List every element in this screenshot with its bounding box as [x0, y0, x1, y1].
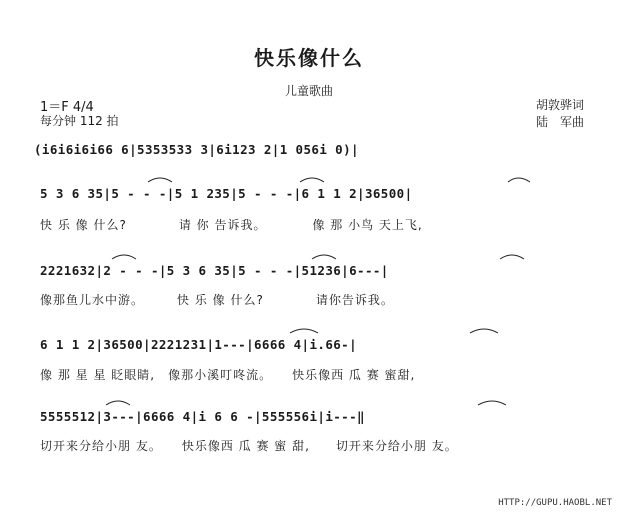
- composer-credit: 陆 军曲: [536, 115, 585, 129]
- lyrics-line-2: 像那鱼儿水中游。 快 乐 像 什么? 请你告诉我。: [40, 293, 394, 307]
- song-subtitle: 儿童歌曲: [284, 84, 333, 98]
- slur-arc: [312, 255, 336, 259]
- slur-arc: [300, 178, 324, 182]
- slur-arc: [500, 255, 524, 259]
- notation-line-4: 5555512|3---|6666 4|i 6 6 -|555556i|i---‖: [40, 409, 365, 424]
- song-title: 快乐像什么: [254, 46, 364, 70]
- notation-line-3: 6 1 1 2|36500|2221231|1---|6666 4|i.66-|: [40, 337, 358, 352]
- slur-arc: [148, 178, 172, 182]
- lyricist-credit: 胡敦骅词: [536, 98, 585, 112]
- notation-line-2: 2221632|2 - - -|5 3 6 35|5 - - -|51236|6---|: [40, 263, 389, 278]
- slur-arc: [508, 178, 530, 182]
- slur-arc: [112, 255, 136, 259]
- lyrics-line-1: 快 乐 像 什么? 请 你 告诉我。 像 那 小鸟 天上飞,: [40, 218, 423, 232]
- slur-arc: [470, 329, 498, 333]
- lyrics-line-4: 切开来分给小朋 友。 快乐像西 瓜 赛 蜜 甜, 切开来分给小朋 友。: [40, 439, 458, 453]
- intro-notation: (i6i6i6i66 6|5353533 3|6i123 2|1 056i 0)|: [34, 142, 359, 157]
- tempo-marking: 每分钟 112 拍: [40, 114, 119, 128]
- slur-arc: [106, 401, 130, 405]
- key-signature: 1＝F 4/4: [40, 100, 94, 115]
- notation-line-1: 5 3 6 35|5 - - -|5 1 235|5 - - -|6 1 1 2|36500|: [40, 186, 413, 201]
- lyrics-line-3: 像 那 星 星 眨眼睛, 像那小溪叮咚流。 快乐像西 瓜 赛 蜜甜,: [40, 368, 416, 382]
- watermark-text: HTTP://GUPU.HAOBL.NET: [498, 498, 612, 508]
- slur-arc: [478, 401, 506, 405]
- slur-arc: [290, 329, 318, 333]
